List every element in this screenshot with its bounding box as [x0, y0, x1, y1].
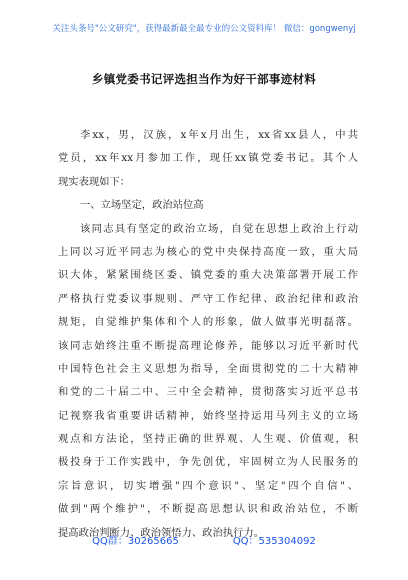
paragraph-line: 该同志具有坚定的政治立场，自觉在思想上政治上行动: [80, 222, 358, 235]
paragraph-line: 现实表现如下：: [58, 175, 131, 188]
section-heading: 一、立场坚定，政治站位高: [80, 199, 204, 212]
paragraph-line: 中国特色社会主义思想为指导，全面贯彻党的二十大精神: [58, 362, 358, 375]
paragraph-line: 做到"两个维护"，不断提高思想认识和政治站位，不断: [58, 503, 358, 516]
paragraph-line: 李xx，男，汉族，x年x月出生，xx省xx县人，中共: [80, 129, 358, 141]
paragraph-line: 极投身于工作实践中，争先创优，牢固树立为人民服务的: [58, 456, 358, 469]
paragraph-line: 提高政治判断力、政治领悟力、政治执行力。: [58, 526, 264, 539]
paragraph-line: 记视察我省重要讲话精神，始终坚持运用马列主义的立场: [58, 409, 358, 422]
paragraph-line: 识大体，紧紧围绕区委、镇党委的重大决策部署开展工作: [58, 269, 358, 282]
paragraph-line: 党员，xx年xx月参加工作，现任xx镇党委书记。其个人: [58, 152, 358, 165]
promo-header: 关注头条号"公文研究"，获得最新最全最专业的公文资料库！ 微信：gongwenyj: [52, 24, 356, 34]
qq-group-label: QQ群：30265665: [92, 536, 179, 547]
document-title: 乡镇党委书记评选担当作为好干部事迹材料: [91, 72, 317, 86]
document-body: [58, 124, 358, 545]
paragraph-line: 上同以习近平同志为核心的党中央保持高度一致，重大局: [58, 245, 358, 258]
qq-number-label: QQ：535304092: [232, 536, 316, 547]
paragraph-line: 严格执行党委议事规则、严守工作纪律、政治纪律和政治: [58, 292, 358, 305]
paragraph-line: 观点和方法论，坚持正确的世界观、人生观、价值观，积: [58, 433, 358, 446]
paragraph-line: 和党的二十届二中、三中全会精神，贯彻落实习近平总书: [58, 386, 358, 399]
paragraph-line: 该同志始终注重不断提高理论修养，能够以习近平新时代: [58, 339, 358, 352]
paragraph-line: 宗旨意识，切实增强"四个意识"、坚定"四个自信"、: [58, 479, 358, 492]
contact-footer: [0, 532, 408, 547]
paragraph-line: 规矩，自觉维护集体和个人的形象，做人做事光明磊落。: [58, 316, 358, 329]
